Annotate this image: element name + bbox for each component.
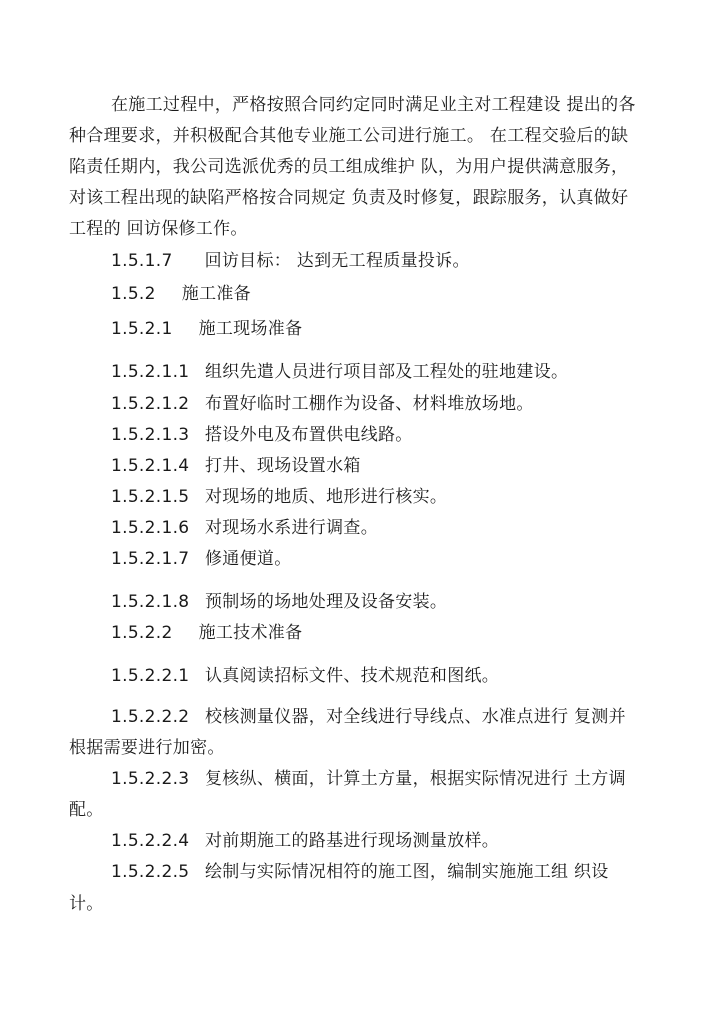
item-text: 预制场的场地处理及设备安装。 xyxy=(205,592,448,612)
section-title: 施工技术准备 xyxy=(198,623,303,643)
paragraph-line-5: 工程的 回访保修工作。 xyxy=(69,219,248,239)
item-number: 1.5.2.2.2 xyxy=(111,707,190,727)
item-text: 对现场水系进行调查。 xyxy=(205,518,378,538)
section-1-5-2-2 xyxy=(111,622,302,644)
item-15223 xyxy=(111,768,626,790)
item-number: 1.5.2.2.5 xyxy=(111,862,190,882)
item-text: 绘制与实际情况相符的施工图，编制实施施工组 织设 xyxy=(205,862,609,882)
item-text: 打井、现场设置水箱 xyxy=(205,456,361,476)
section-title: 施工准备 xyxy=(181,284,251,304)
item-15213 xyxy=(111,424,413,446)
item-15223-continuation: 配。 xyxy=(69,800,104,820)
item-15211 xyxy=(111,361,568,383)
item-text: 对前期施工的路基进行现场测量放样。 xyxy=(205,831,500,851)
item-15214 xyxy=(111,455,361,477)
item-number: 1.5.2.2.4 xyxy=(111,831,190,851)
section-1-5-2 xyxy=(111,283,251,305)
item-text: 认真阅读招标文件、技术规范和图纸。 xyxy=(205,666,500,686)
item-15225 xyxy=(111,861,609,883)
section-1-5-2-1 xyxy=(111,318,302,340)
paragraph-line-3: 陷责任期内，我公司选派优秀的员工组成维护 队，为用户提供满意服务， xyxy=(69,157,629,177)
item-number: 1.5.2.1.2 xyxy=(111,394,190,414)
item-15224 xyxy=(111,830,499,852)
item-15221 xyxy=(111,665,499,687)
item-15222-continuation: 根据需要进行加密。 xyxy=(69,738,225,758)
item-text: 组织先遣人员进行项目部及工程处的驻地建设。 xyxy=(205,362,569,382)
item-text: 回访目标： 达到无工程质量投诉。 xyxy=(204,251,470,271)
item-15215 xyxy=(111,486,447,508)
item-text: 修通便道。 xyxy=(205,549,292,569)
section-number: 1.5.2.2 xyxy=(111,623,173,643)
paragraph-line-2: 种合理要求，并积极配合其他专业施工公司进行施工。 在工程交验后的缺 xyxy=(69,126,629,146)
section-number: 1.5.2 xyxy=(111,284,156,304)
paragraph-line-1: 在施工过程中，严格按照合同约定同时满足业主对工程建设 提出的各 xyxy=(111,95,636,115)
item-15218 xyxy=(111,591,447,613)
item-text: 校核测量仪器，对全线进行导线点、水准点进行 复测并 xyxy=(205,707,626,727)
item-number: 1.5.1.7 xyxy=(111,251,173,271)
section-number: 1.5.2.1 xyxy=(111,319,173,339)
item-15222 xyxy=(111,706,626,728)
item-15216 xyxy=(111,517,378,539)
item-number: 1.5.2.1.4 xyxy=(111,456,190,476)
item-number: 1.5.2.1.1 xyxy=(111,362,190,382)
item-1517 xyxy=(111,250,470,272)
item-number: 1.5.2.1.6 xyxy=(111,518,190,538)
item-text: 对现场的地质、地形进行核实。 xyxy=(205,487,448,507)
item-text: 复核纵、横面，计算土方量，根据实际情况进行 土方调 xyxy=(205,769,626,789)
item-number: 1.5.2.1.7 xyxy=(111,549,190,569)
item-15225-continuation: 计。 xyxy=(69,894,104,914)
section-title: 施工现场准备 xyxy=(198,319,303,339)
item-number: 1.5.2.1.8 xyxy=(111,592,190,612)
item-number: 1.5.2.1.3 xyxy=(111,425,190,445)
item-text: 布置好临时工棚作为设备、材料堆放场地。 xyxy=(205,394,534,414)
item-text: 搭设外电及布置供电线路。 xyxy=(205,425,413,445)
item-15212 xyxy=(111,393,534,415)
item-number: 1.5.2.2.1 xyxy=(111,666,190,686)
paragraph-line-4: 对该工程出现的缺陷严格按合同规定 负责及时修复，跟踪服务，认真做好 xyxy=(69,188,629,208)
item-number: 1.5.2.2.3 xyxy=(111,769,190,789)
item-number: 1.5.2.1.5 xyxy=(111,487,190,507)
item-15217 xyxy=(111,548,292,570)
